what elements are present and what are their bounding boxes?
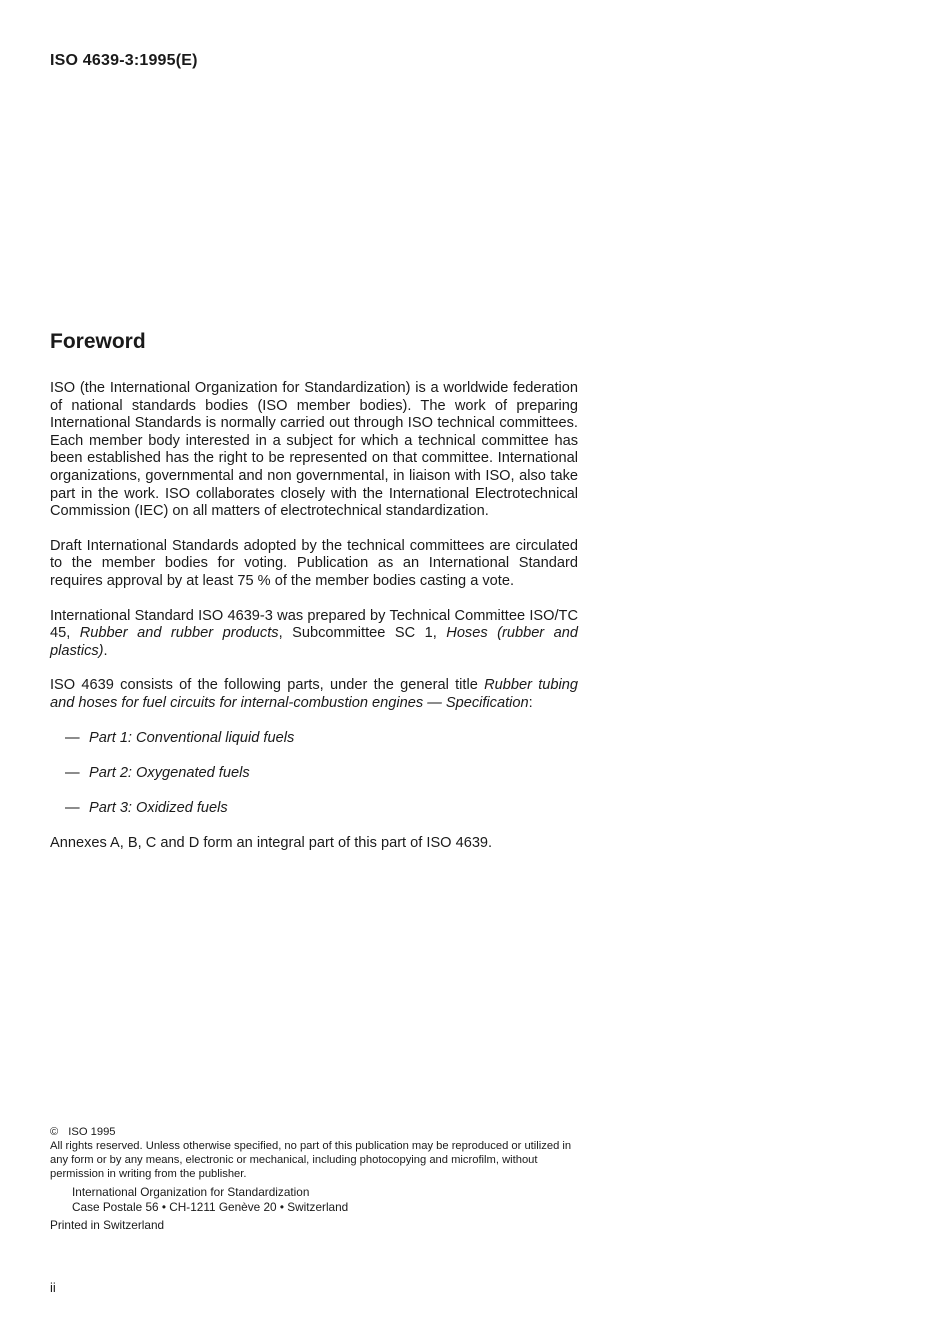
committee-text-2: , Subcommittee SC 1, (278, 625, 447, 642)
rights-statement: All rights reserved. Unless otherwise specified, no part of this publication may be reproduced or utilized in any form or by any means, electronic or mechanical, including photocopying and microfilm, without permission in writing from the publisher. (50, 1140, 572, 1180)
list-item (65, 800, 578, 818)
page-number: ii (50, 1280, 56, 1295)
foreword-body (50, 380, 578, 852)
copyright-line (50, 1125, 580, 1139)
foreword-paragraph-annexes: Annexes A, B, C and D form an integral part of this part of ISO 4639. (50, 834, 493, 851)
foreword-paragraph-draft-standards: Draft International Standards adopted by the technical committees are circulated to the member bodies for voting. Publication as an International Standard requires approval by at least 75 % of the member bodies casting a vote. (50, 537, 578, 589)
foreword-paragraph-committee (50, 608, 578, 661)
list-item (65, 730, 578, 748)
committee-text-1: International Standard ISO 4639-3 was prepared by Technical Committee ISO/TC 45, (50, 607, 578, 642)
general-title: Rubber tubing and hoses for fuel circuits for internal-combustion engines — Specification (50, 677, 578, 711)
organization-address: Case Postale 56 • CH-1211 Genève 20 • Switzerland (72, 1199, 349, 1214)
list-dash: — (65, 764, 80, 781)
printed-location: Printed in Switzerland (50, 1218, 165, 1232)
part-1-label: Part 1: Conventional liquid fuels (89, 729, 295, 746)
part-3-label: Part 3: Oxidized fuels (89, 799, 228, 816)
part-2-label: Part 2: Oxygenated fuels (89, 764, 250, 781)
foreword-paragraph-parts-intro (50, 677, 578, 712)
organization-name: International Organization for Standardization (72, 1185, 310, 1199)
committee-title: Rubber and rubber products (79, 625, 279, 642)
list-item (65, 765, 578, 783)
copyright-block (50, 1125, 580, 1232)
list-dash: — (65, 799, 80, 816)
document-identifier: ISO 4639-3:1995(E) (50, 52, 198, 69)
list-dash: — (65, 729, 80, 746)
copyright-symbol: © (50, 1126, 59, 1138)
parts-intro-text: ISO 4639 consists of the following parts, under the general title (50, 677, 485, 694)
foreword-heading: Foreword (50, 330, 146, 353)
subcommittee-title: Hoses (rubber and plastics) (50, 625, 578, 659)
committee-text-3: . (103, 642, 108, 659)
parts-list (50, 730, 578, 818)
copyright-year: ISO 1995 (68, 1126, 116, 1138)
foreword-paragraph-iso: ISO (the International Organization for Standardization) is a worldwide federation of national standards bodies (ISO member bodies). The work of preparing International Standards is normally carried out through ISO technical committees. Each member body interested in a subject for which a technical committee has been established has the right to be represented on that committee. International organizations, governmental and non governmental, in liaison with ISO, also take part in the work. ISO collaborates closely with the International Electrotechnical Commission (IEC) on all matters of electrotechnical standardization. (50, 380, 578, 520)
parts-intro-colon: : (528, 694, 533, 711)
